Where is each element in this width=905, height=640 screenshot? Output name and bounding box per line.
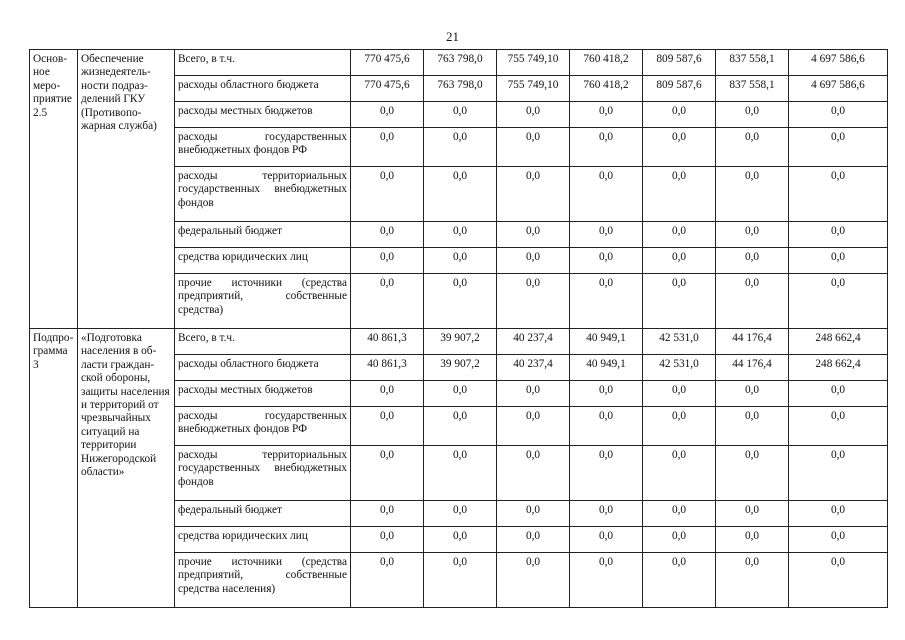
year-value-cell: 0,0 (351, 274, 424, 329)
funding-source-cell: расходы государственных внебюджетных фондов РФ (175, 128, 351, 167)
year-value-cell: 0,0 (424, 381, 497, 407)
year-value-cell: 0,0 (497, 274, 570, 329)
year-value-cell: 0,0 (643, 446, 716, 501)
year-value-cell: 0,0 (497, 501, 570, 527)
year-value-cell: 0,0 (716, 381, 789, 407)
year-value-cell: 0,0 (424, 501, 497, 527)
year-value-cell: 0,0 (643, 553, 716, 608)
funding-source-cell: расходы местных бюджетов (175, 381, 351, 407)
funding-source-cell: Всего, в т.ч. (175, 50, 351, 76)
year-value-cell: 0,0 (570, 274, 643, 329)
year-value-cell: 0,0 (424, 167, 497, 222)
total-value-cell: 0,0 (789, 222, 888, 248)
year-value-cell: 40 861,3 (351, 355, 424, 381)
year-value-cell: 42 531,0 (643, 329, 716, 355)
year-value-cell: 44 176,4 (716, 329, 789, 355)
total-value-cell: 4 697 586,6 (789, 50, 888, 76)
year-value-cell: 0,0 (497, 553, 570, 608)
page-number: 21 (446, 29, 459, 44)
year-value-cell: 0,0 (716, 446, 789, 501)
year-value-cell: 0,0 (424, 553, 497, 608)
funding-source-cell: прочие источники (средства предприятий, собственные средства) (175, 274, 351, 329)
funding-source-cell: расходы областного бюджета (175, 355, 351, 381)
year-value-cell: 763 798,0 (424, 76, 497, 102)
budget-table-body (30, 50, 888, 608)
year-value-cell: 0,0 (497, 381, 570, 407)
total-value-cell: 0,0 (789, 527, 888, 553)
year-value-cell: 0,0 (497, 407, 570, 446)
year-value-cell: 0,0 (643, 274, 716, 329)
year-value-cell: 0,0 (716, 501, 789, 527)
year-value-cell: 0,0 (497, 248, 570, 274)
year-value-cell: 0,0 (351, 407, 424, 446)
total-value-cell: 0,0 (789, 248, 888, 274)
year-value-cell: 837 558,1 (716, 50, 789, 76)
year-value-cell: 0,0 (716, 102, 789, 128)
total-value-cell: 248 662,4 (789, 329, 888, 355)
year-value-cell: 0,0 (351, 553, 424, 608)
year-value-cell: 42 531,0 (643, 355, 716, 381)
year-value-cell: 0,0 (570, 501, 643, 527)
year-value-cell: 0,0 (716, 274, 789, 329)
year-value-cell: 0,0 (570, 381, 643, 407)
year-value-cell: 0,0 (716, 248, 789, 274)
year-value-cell: 44 176,4 (716, 355, 789, 381)
table-row (30, 329, 888, 355)
program-code-cell: Основное мероприятие 2.5 (30, 50, 78, 329)
total-value-cell: 0,0 (789, 102, 888, 128)
year-value-cell: 0,0 (716, 527, 789, 553)
year-value-cell: 0,0 (643, 222, 716, 248)
year-value-cell: 0,0 (643, 102, 716, 128)
year-value-cell: 0,0 (643, 527, 716, 553)
year-value-cell: 0,0 (424, 128, 497, 167)
year-value-cell: 760 418,2 (570, 76, 643, 102)
year-value-cell: 755 749,10 (497, 50, 570, 76)
year-value-cell: 0,0 (716, 553, 789, 608)
year-value-cell: 39 907,2 (424, 329, 497, 355)
year-value-cell: 0,0 (351, 501, 424, 527)
year-value-cell: 0,0 (643, 501, 716, 527)
total-value-cell: 0,0 (789, 553, 888, 608)
year-value-cell: 40 237,4 (497, 355, 570, 381)
year-value-cell: 40 949,1 (570, 355, 643, 381)
program-code-cell: Подпрограмма 3 (30, 329, 78, 608)
year-value-cell: 770 475,6 (351, 76, 424, 102)
funding-source-cell: расходы территориальных государственных внебюджетных фондов (175, 167, 351, 222)
year-value-cell: 0,0 (497, 167, 570, 222)
budget-table (29, 49, 888, 608)
funding-source-cell: расходы территориальных государственных внебюджетных фондов (175, 446, 351, 501)
year-value-cell: 0,0 (570, 222, 643, 248)
year-value-cell: 0,0 (570, 527, 643, 553)
funding-source-cell: прочие источники (средства предприятий, собственные средства населения) (175, 553, 351, 608)
year-value-cell: 0,0 (643, 128, 716, 167)
year-value-cell: 0,0 (570, 407, 643, 446)
funding-source-cell: федеральный бюджет (175, 501, 351, 527)
year-value-cell: 0,0 (716, 167, 789, 222)
year-value-cell: 40 949,1 (570, 329, 643, 355)
program-name-cell: Обеспечение жизнедеятельности подразделений ГКУ (Противопожарная служба) (78, 50, 175, 329)
year-value-cell: 0,0 (570, 102, 643, 128)
year-value-cell: 0,0 (497, 128, 570, 167)
year-value-cell: 755 749,10 (497, 76, 570, 102)
year-value-cell: 0,0 (351, 527, 424, 553)
year-value-cell: 0,0 (570, 128, 643, 167)
funding-source-cell: федеральный бюджет (175, 222, 351, 248)
table-row (30, 50, 888, 76)
year-value-cell: 0,0 (497, 102, 570, 128)
year-value-cell: 40 861,3 (351, 329, 424, 355)
year-value-cell: 0,0 (497, 527, 570, 553)
year-value-cell: 770 475,6 (351, 50, 424, 76)
funding-source-cell: Всего, в т.ч. (175, 329, 351, 355)
year-value-cell: 837 558,1 (716, 76, 789, 102)
year-value-cell: 0,0 (570, 446, 643, 501)
funding-source-cell: средства юридических лиц (175, 527, 351, 553)
year-value-cell: 0,0 (351, 128, 424, 167)
year-value-cell: 0,0 (716, 128, 789, 167)
year-value-cell: 0,0 (716, 407, 789, 446)
total-value-cell: 0,0 (789, 446, 888, 501)
year-value-cell: 0,0 (570, 167, 643, 222)
year-value-cell: 0,0 (497, 222, 570, 248)
year-value-cell: 0,0 (716, 222, 789, 248)
year-value-cell: 0,0 (643, 248, 716, 274)
year-value-cell: 809 587,6 (643, 76, 716, 102)
year-value-cell: 0,0 (351, 222, 424, 248)
year-value-cell: 0,0 (424, 102, 497, 128)
year-value-cell: 39 907,2 (424, 355, 497, 381)
total-value-cell: 248 662,4 (789, 355, 888, 381)
year-value-cell: 0,0 (643, 407, 716, 446)
total-value-cell: 0,0 (789, 407, 888, 446)
funding-source-cell: расходы местных бюджетов (175, 102, 351, 128)
total-value-cell: 0,0 (789, 501, 888, 527)
year-value-cell: 0,0 (351, 381, 424, 407)
total-value-cell: 0,0 (789, 128, 888, 167)
year-value-cell: 0,0 (643, 381, 716, 407)
year-value-cell: 0,0 (424, 222, 497, 248)
year-value-cell: 0,0 (570, 248, 643, 274)
year-value-cell: 809 587,6 (643, 50, 716, 76)
year-value-cell: 0,0 (424, 274, 497, 329)
year-value-cell: 0,0 (351, 167, 424, 222)
year-value-cell: 0,0 (424, 248, 497, 274)
year-value-cell: 0,0 (643, 167, 716, 222)
year-value-cell: 763 798,0 (424, 50, 497, 76)
total-value-cell: 0,0 (789, 381, 888, 407)
funding-source-cell: расходы государственных внебюджетных фондов РФ (175, 407, 351, 446)
year-value-cell: 0,0 (424, 527, 497, 553)
total-value-cell: 0,0 (789, 167, 888, 222)
year-value-cell: 40 237,4 (497, 329, 570, 355)
program-name-cell: «Подготовка населения в области гражданской обороны, защиты населения и территорий от чрезвычайных ситуаций на территории Нижегородской области» (78, 329, 175, 608)
year-value-cell: 0,0 (351, 248, 424, 274)
year-value-cell: 0,0 (497, 446, 570, 501)
year-value-cell: 0,0 (570, 553, 643, 608)
funding-source-cell: расходы областного бюджета (175, 76, 351, 102)
total-value-cell: 0,0 (789, 274, 888, 329)
year-value-cell: 760 418,2 (570, 50, 643, 76)
total-value-cell: 4 697 586,6 (789, 76, 888, 102)
year-value-cell: 0,0 (424, 446, 497, 501)
year-value-cell: 0,0 (351, 446, 424, 501)
year-value-cell: 0,0 (351, 102, 424, 128)
funding-source-cell: средства юридических лиц (175, 248, 351, 274)
year-value-cell: 0,0 (424, 407, 497, 446)
